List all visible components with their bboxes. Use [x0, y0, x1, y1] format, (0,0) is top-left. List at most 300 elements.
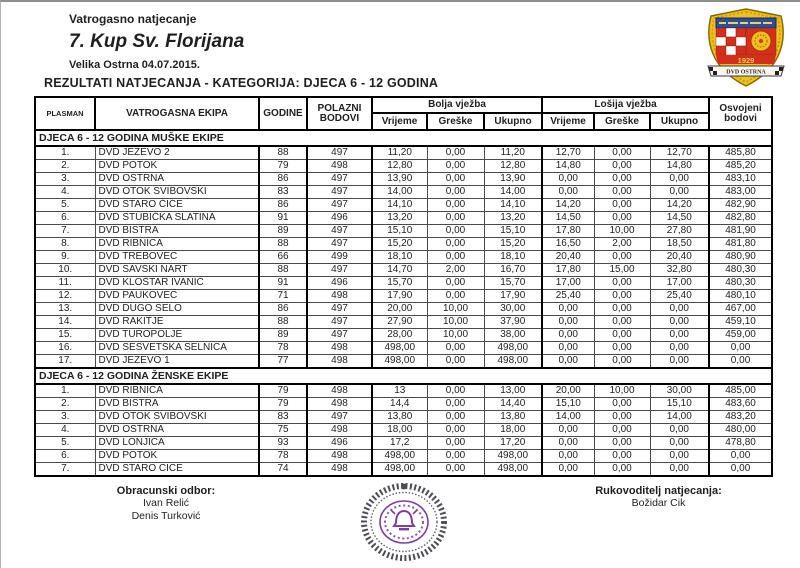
col-header-osvojeni-bodovi: Osvojeni bodovi: [709, 97, 772, 130]
cell: 0,00: [427, 290, 484, 303]
section-title: DJECA 6 - 12 GODINA MUŠKE EKIPE: [35, 130, 772, 146]
cell: DVD PAUKOVEC: [95, 290, 259, 303]
cell: 498: [307, 384, 372, 398]
accounting-committee-title: Obracunski odbor:: [116, 485, 216, 497]
cell: 14,4: [372, 398, 427, 411]
cell: 14,20: [650, 199, 709, 212]
cell: DVD STARO CICE: [95, 463, 259, 477]
cell: 3.: [35, 411, 95, 424]
cell: 14,00: [650, 411, 709, 424]
cell: 0,00: [594, 316, 650, 329]
cell: 0,00: [542, 424, 594, 437]
cell: 2,00: [594, 238, 650, 251]
table-row: [35, 251, 772, 264]
cell: 497: [307, 238, 372, 251]
cell: 14,40: [484, 398, 542, 411]
col-header-polazni-bodovi: POLAZNI BODOVI: [307, 97, 372, 130]
cell: DVD LONJICA: [95, 437, 259, 450]
cell: 485,80: [709, 146, 772, 160]
cell: 91: [259, 212, 307, 225]
section-title: DJECA 6 - 12 GODINA ŽENSKE EKIPE: [35, 368, 772, 384]
table-row: [35, 424, 772, 437]
cell: 0,00: [594, 173, 650, 186]
cell: 496: [307, 437, 372, 450]
cell: 79: [259, 160, 307, 173]
cell: 27,80: [650, 225, 709, 238]
cell: 77: [259, 355, 307, 369]
committee-member-1: Ivan Relić: [142, 497, 190, 509]
col-header-ukupno-2: Ukupno: [650, 113, 709, 130]
cell: 497: [307, 146, 372, 160]
cell: 17,90: [372, 290, 427, 303]
cell: 13.: [35, 303, 95, 316]
cell: 83: [259, 411, 307, 424]
accounting-committee-block: [96, 485, 236, 522]
club-crest: [701, 8, 791, 88]
cell: 13,20: [372, 212, 427, 225]
cell: 32,80: [650, 264, 709, 277]
cell: 467,00: [709, 303, 772, 316]
cell: 482,80: [709, 212, 772, 225]
cell: 0,00: [542, 316, 594, 329]
cell: 0,00: [427, 251, 484, 264]
table-row: [35, 342, 772, 355]
cell: 5.: [35, 199, 95, 212]
cell: 480,90: [709, 251, 772, 264]
cell: 13,80: [484, 411, 542, 424]
cell: 13,90: [484, 173, 542, 186]
cell: 3.: [35, 173, 95, 186]
cell: 83: [259, 186, 307, 199]
cell: 0,00: [542, 342, 594, 355]
cell: 88: [259, 146, 307, 160]
cell: 27,90: [372, 316, 427, 329]
cell: 0,00: [427, 463, 484, 477]
cell: 78: [259, 450, 307, 463]
cell: 0,00: [594, 199, 650, 212]
cell: 0,00: [650, 316, 709, 329]
cell: 0,00: [594, 342, 650, 355]
cell: 0,00: [542, 437, 594, 450]
cell: 0,00: [594, 398, 650, 411]
cell: 17,80: [542, 264, 594, 277]
cell: 1.: [35, 146, 95, 160]
cell: 482,90: [709, 199, 772, 212]
cell: 0,00: [427, 199, 484, 212]
cell: 480,10: [709, 290, 772, 303]
cell: 498,00: [484, 355, 542, 369]
cell: 25,40: [650, 290, 709, 303]
cell: 0,00: [709, 450, 772, 463]
cell: 0,00: [594, 329, 650, 342]
results-table-wrap: [34, 96, 771, 477]
cell: 496: [307, 212, 372, 225]
cell: 88: [259, 264, 307, 277]
cell: 16.: [35, 342, 95, 355]
cell: 0,00: [594, 303, 650, 316]
cell: 30,00: [650, 384, 709, 398]
cell: 8.: [35, 238, 95, 251]
table-row: [35, 463, 772, 477]
document-header: [69, 12, 244, 71]
cell: 1.: [35, 384, 95, 398]
cell: 0,00: [709, 463, 772, 477]
cell: 497: [307, 316, 372, 329]
cell: 10,00: [427, 316, 484, 329]
cell: 0,00: [427, 277, 484, 290]
cell: 17.: [35, 355, 95, 369]
cell: 13,20: [484, 212, 542, 225]
cell: 38,00: [484, 329, 542, 342]
cell: 498: [307, 463, 372, 477]
cell: 498: [307, 398, 372, 411]
cell: DVD BISTRA: [95, 225, 259, 238]
table-row: [35, 186, 772, 199]
crest-year: 1929: [737, 56, 755, 65]
category-results-title: REZULTATI NATJECANJA - KATEGORIJA: DJECA 6 - 12 GODINA: [44, 76, 439, 90]
col-header-vrijeme-2: Vrijeme: [542, 113, 594, 130]
cell: 12,70: [542, 146, 594, 160]
cell: 0,00: [650, 342, 709, 355]
section-header-row: [35, 368, 772, 384]
cell: 0,00: [594, 424, 650, 437]
cell: 10.: [35, 264, 95, 277]
cell: 14,50: [542, 212, 594, 225]
cell: 485,20: [709, 160, 772, 173]
cell: 0,00: [594, 146, 650, 160]
cell: 0,00: [650, 303, 709, 316]
col-header-plasman: PLASMAN: [35, 97, 95, 130]
cell: 7.: [35, 463, 95, 477]
cell: 0,00: [650, 355, 709, 369]
cell: 89: [259, 225, 307, 238]
cell: 75: [259, 424, 307, 437]
cell: 0,00: [594, 251, 650, 264]
cell: 0,00: [427, 437, 484, 450]
col-header-greske-1: Greške: [427, 113, 484, 130]
cell: 0,00: [542, 355, 594, 369]
cell: DVD TUROPOLJE: [95, 329, 259, 342]
cell: 86: [259, 303, 307, 316]
cell: 0,00: [427, 173, 484, 186]
cell: 0,00: [427, 342, 484, 355]
cell: 483,10: [709, 173, 772, 186]
cell: 0,00: [427, 398, 484, 411]
cell: 0,00: [542, 186, 594, 199]
cell: 498,00: [372, 450, 427, 463]
cell: 13,90: [372, 173, 427, 186]
competition-manager-name: Božidar Cik: [631, 497, 686, 509]
cell: 0,00: [427, 225, 484, 238]
cell: 0,00: [650, 437, 709, 450]
table-row: [35, 173, 772, 186]
cell: 15,10: [542, 398, 594, 411]
cell: DVD OSTRNA: [95, 173, 259, 186]
cell: 498,00: [372, 342, 427, 355]
cell: 12,80: [484, 160, 542, 173]
cell: 12.: [35, 290, 95, 303]
cell: 478,80: [709, 437, 772, 450]
cell: 17,20: [484, 437, 542, 450]
cell: 17,90: [484, 290, 542, 303]
cell: DVD POTOK: [95, 160, 259, 173]
cell: 498: [307, 450, 372, 463]
cell: 14,10: [372, 199, 427, 212]
cell: 88: [259, 316, 307, 329]
cell: 0,00: [709, 355, 772, 369]
cell: 17,2: [372, 437, 427, 450]
cell: DVD RAKITJE: [95, 316, 259, 329]
cell: 497: [307, 329, 372, 342]
table-row: [35, 290, 772, 303]
cell: 12,70: [650, 146, 709, 160]
table-row: [35, 212, 772, 225]
cell: 78: [259, 342, 307, 355]
cell: DVD OSTRNA: [95, 424, 259, 437]
cell: 498: [307, 342, 372, 355]
cell: 480,00: [709, 424, 772, 437]
cell: 12,80: [372, 160, 427, 173]
cell: 497: [307, 199, 372, 212]
committee-member-2: Denis Turković: [131, 509, 201, 522]
cell: 10,00: [427, 303, 484, 316]
cell: 0,00: [427, 146, 484, 160]
cell: 480,30: [709, 264, 772, 277]
table-row: [35, 316, 772, 329]
cell: DVD SESVETSKA SELNICA: [95, 342, 259, 355]
cell: 25,40: [542, 290, 594, 303]
cell: 9.: [35, 251, 95, 264]
cell: 15,20: [372, 238, 427, 251]
cell: 485,00: [709, 384, 772, 398]
cell: DVD STUBIČKA SLATINA: [95, 212, 259, 225]
cell: 0,00: [594, 290, 650, 303]
cell: 89: [259, 329, 307, 342]
cell: 10,00: [427, 329, 484, 342]
cell: DVD STARO ČIĆE: [95, 199, 259, 212]
table-row: [35, 160, 772, 173]
table-row: [35, 146, 772, 160]
cell: 15,00: [594, 264, 650, 277]
cell: DVD DUGO SELO: [95, 303, 259, 316]
cell: 0,00: [427, 186, 484, 199]
cell: 498,00: [484, 463, 542, 477]
cell: 15,20: [484, 238, 542, 251]
cell: 497: [307, 225, 372, 238]
cell: 0,00: [427, 384, 484, 398]
cell: 497: [307, 303, 372, 316]
cell: 15,10: [650, 398, 709, 411]
cell: 481,90: [709, 225, 772, 238]
cell: 15,70: [372, 277, 427, 290]
cell: 0,00: [709, 342, 772, 355]
cell: 20,00: [372, 303, 427, 316]
cell: 0,00: [542, 303, 594, 316]
table-row: [35, 264, 772, 277]
cell: 93: [259, 437, 307, 450]
col-group-losija-vjezba: Lošija vježba: [542, 97, 709, 113]
table-row: [35, 437, 772, 450]
cell: 79: [259, 384, 307, 398]
cell: 0,00: [542, 329, 594, 342]
cell: 15,10: [372, 225, 427, 238]
cell: 37,90: [484, 316, 542, 329]
cell: 483,00: [709, 186, 772, 199]
cell: 14,80: [650, 160, 709, 173]
cell: 0,00: [594, 186, 650, 199]
cell: DVD JEZEVO 1: [95, 355, 259, 369]
cell: 13: [372, 384, 427, 398]
cell: 0,00: [427, 355, 484, 369]
event-location-date: Velika Ostrna 04.07.2015.: [69, 59, 200, 71]
cell: 496: [307, 277, 372, 290]
cell: 498: [307, 355, 372, 369]
cell: 0,00: [594, 277, 650, 290]
stamp-icon: [358, 483, 450, 563]
cell: 16,50: [542, 238, 594, 251]
cell: 14,00: [542, 411, 594, 424]
table-row: [35, 238, 772, 251]
cell: 20,00: [542, 384, 594, 398]
cell: 17,00: [650, 277, 709, 290]
cell: 2,00: [427, 264, 484, 277]
cell: 66: [259, 251, 307, 264]
cell: 7.: [35, 225, 95, 238]
cell: 13,00: [484, 384, 542, 398]
cell: 74: [259, 463, 307, 477]
cell: 498: [307, 160, 372, 173]
cell: 0,00: [427, 160, 484, 173]
cell: 0,00: [594, 437, 650, 450]
cell: 498: [307, 290, 372, 303]
cell: 483,60: [709, 398, 772, 411]
cell: 91: [259, 277, 307, 290]
cell: DVD KLOŠTAR IVANIĆ: [95, 277, 259, 290]
table-row: [35, 355, 772, 369]
cell: 6.: [35, 212, 95, 225]
table-row: [35, 384, 772, 398]
cell: 6.: [35, 450, 95, 463]
cell: 0,00: [427, 212, 484, 225]
cell: 0,00: [650, 329, 709, 342]
cell: 0,00: [427, 450, 484, 463]
crest-banner-text: DVD OSTRNA: [726, 69, 766, 76]
cell: 14,00: [484, 186, 542, 199]
cell: 13,80: [372, 411, 427, 424]
cell: 4.: [35, 424, 95, 437]
cell: 18,00: [484, 424, 542, 437]
cell: 483,20: [709, 411, 772, 424]
cell: 498,00: [484, 342, 542, 355]
cell: 4.: [35, 186, 95, 199]
cell: 498,00: [372, 463, 427, 477]
cell: 10,00: [594, 225, 650, 238]
cell: 28,00: [372, 329, 427, 342]
cell: 497: [307, 264, 372, 277]
cell: DVD OTOK SVIBOVSKI: [95, 186, 259, 199]
crest-icon: [701, 8, 791, 88]
cell: DVD RIBNICA: [95, 384, 259, 398]
cell: 88: [259, 238, 307, 251]
cell: 0,00: [594, 212, 650, 225]
cell: 0,00: [594, 463, 650, 477]
cell: 2.: [35, 160, 95, 173]
cell: 0,00: [650, 450, 709, 463]
cell: DVD RIBNICA: [95, 238, 259, 251]
cell: 14.: [35, 316, 95, 329]
cell: 2.: [35, 398, 95, 411]
cell: 14,80: [542, 160, 594, 173]
cell: 498: [307, 424, 372, 437]
cell: 17,00: [542, 277, 594, 290]
competition-manager-block: [576, 485, 741, 510]
cell: 11.: [35, 277, 95, 290]
cell: DVD SAVSKI NART: [95, 264, 259, 277]
cell: 20,40: [650, 251, 709, 264]
cell: 0,00: [427, 411, 484, 424]
cell: 14,10: [484, 199, 542, 212]
cell: 0,00: [427, 238, 484, 251]
cell: 14,00: [372, 186, 427, 199]
cell: 480,30: [709, 277, 772, 290]
cell: DVD TREBOVEC: [95, 251, 259, 264]
cell: 18,00: [372, 424, 427, 437]
cell: 30,00: [484, 303, 542, 316]
table-row: [35, 303, 772, 316]
cell: 14,20: [542, 199, 594, 212]
cell: 18,10: [372, 251, 427, 264]
cell: 15.: [35, 329, 95, 342]
table-row: [35, 225, 772, 238]
cell: DVD BISTRA: [95, 398, 259, 411]
cell: 86: [259, 173, 307, 186]
cell: DVD POTOK: [95, 450, 259, 463]
cell: 79: [259, 398, 307, 411]
col-header-vrijeme-1: Vrijeme: [372, 113, 427, 130]
cell: 0,00: [542, 173, 594, 186]
cell: 18,10: [484, 251, 542, 264]
cell: DVD JEZEVO 2: [95, 146, 259, 160]
cell: 0,00: [594, 355, 650, 369]
col-header-ukupno-1: Ukupno: [484, 113, 542, 130]
cell: 0,00: [650, 463, 709, 477]
table-row: [35, 277, 772, 290]
cell: 0,00: [427, 424, 484, 437]
results-table: [34, 96, 773, 477]
event-title: 7. Kup Sv. Florijana: [69, 31, 245, 52]
cell: 0,00: [650, 173, 709, 186]
cell: 498,00: [372, 355, 427, 369]
cell: 0,00: [594, 411, 650, 424]
competition-manager-title: Rukovoditelj natjecanja:: [595, 485, 722, 497]
official-stamp: [358, 483, 450, 563]
cell: 16,70: [484, 264, 542, 277]
cell: 5.: [35, 437, 95, 450]
cell: 497: [307, 186, 372, 199]
cell: 10,00: [594, 384, 650, 398]
cell: 497: [307, 173, 372, 186]
cell: 86: [259, 199, 307, 212]
cell: 20,40: [542, 251, 594, 264]
cell: 0,00: [594, 160, 650, 173]
cell: 15,70: [484, 277, 542, 290]
table-row: [35, 398, 772, 411]
cell: 459,10: [709, 316, 772, 329]
col-header-godine: GODINE: [259, 97, 307, 130]
cell: 0,00: [542, 450, 594, 463]
table-row: [35, 199, 772, 212]
cell: 14,70: [372, 264, 427, 277]
